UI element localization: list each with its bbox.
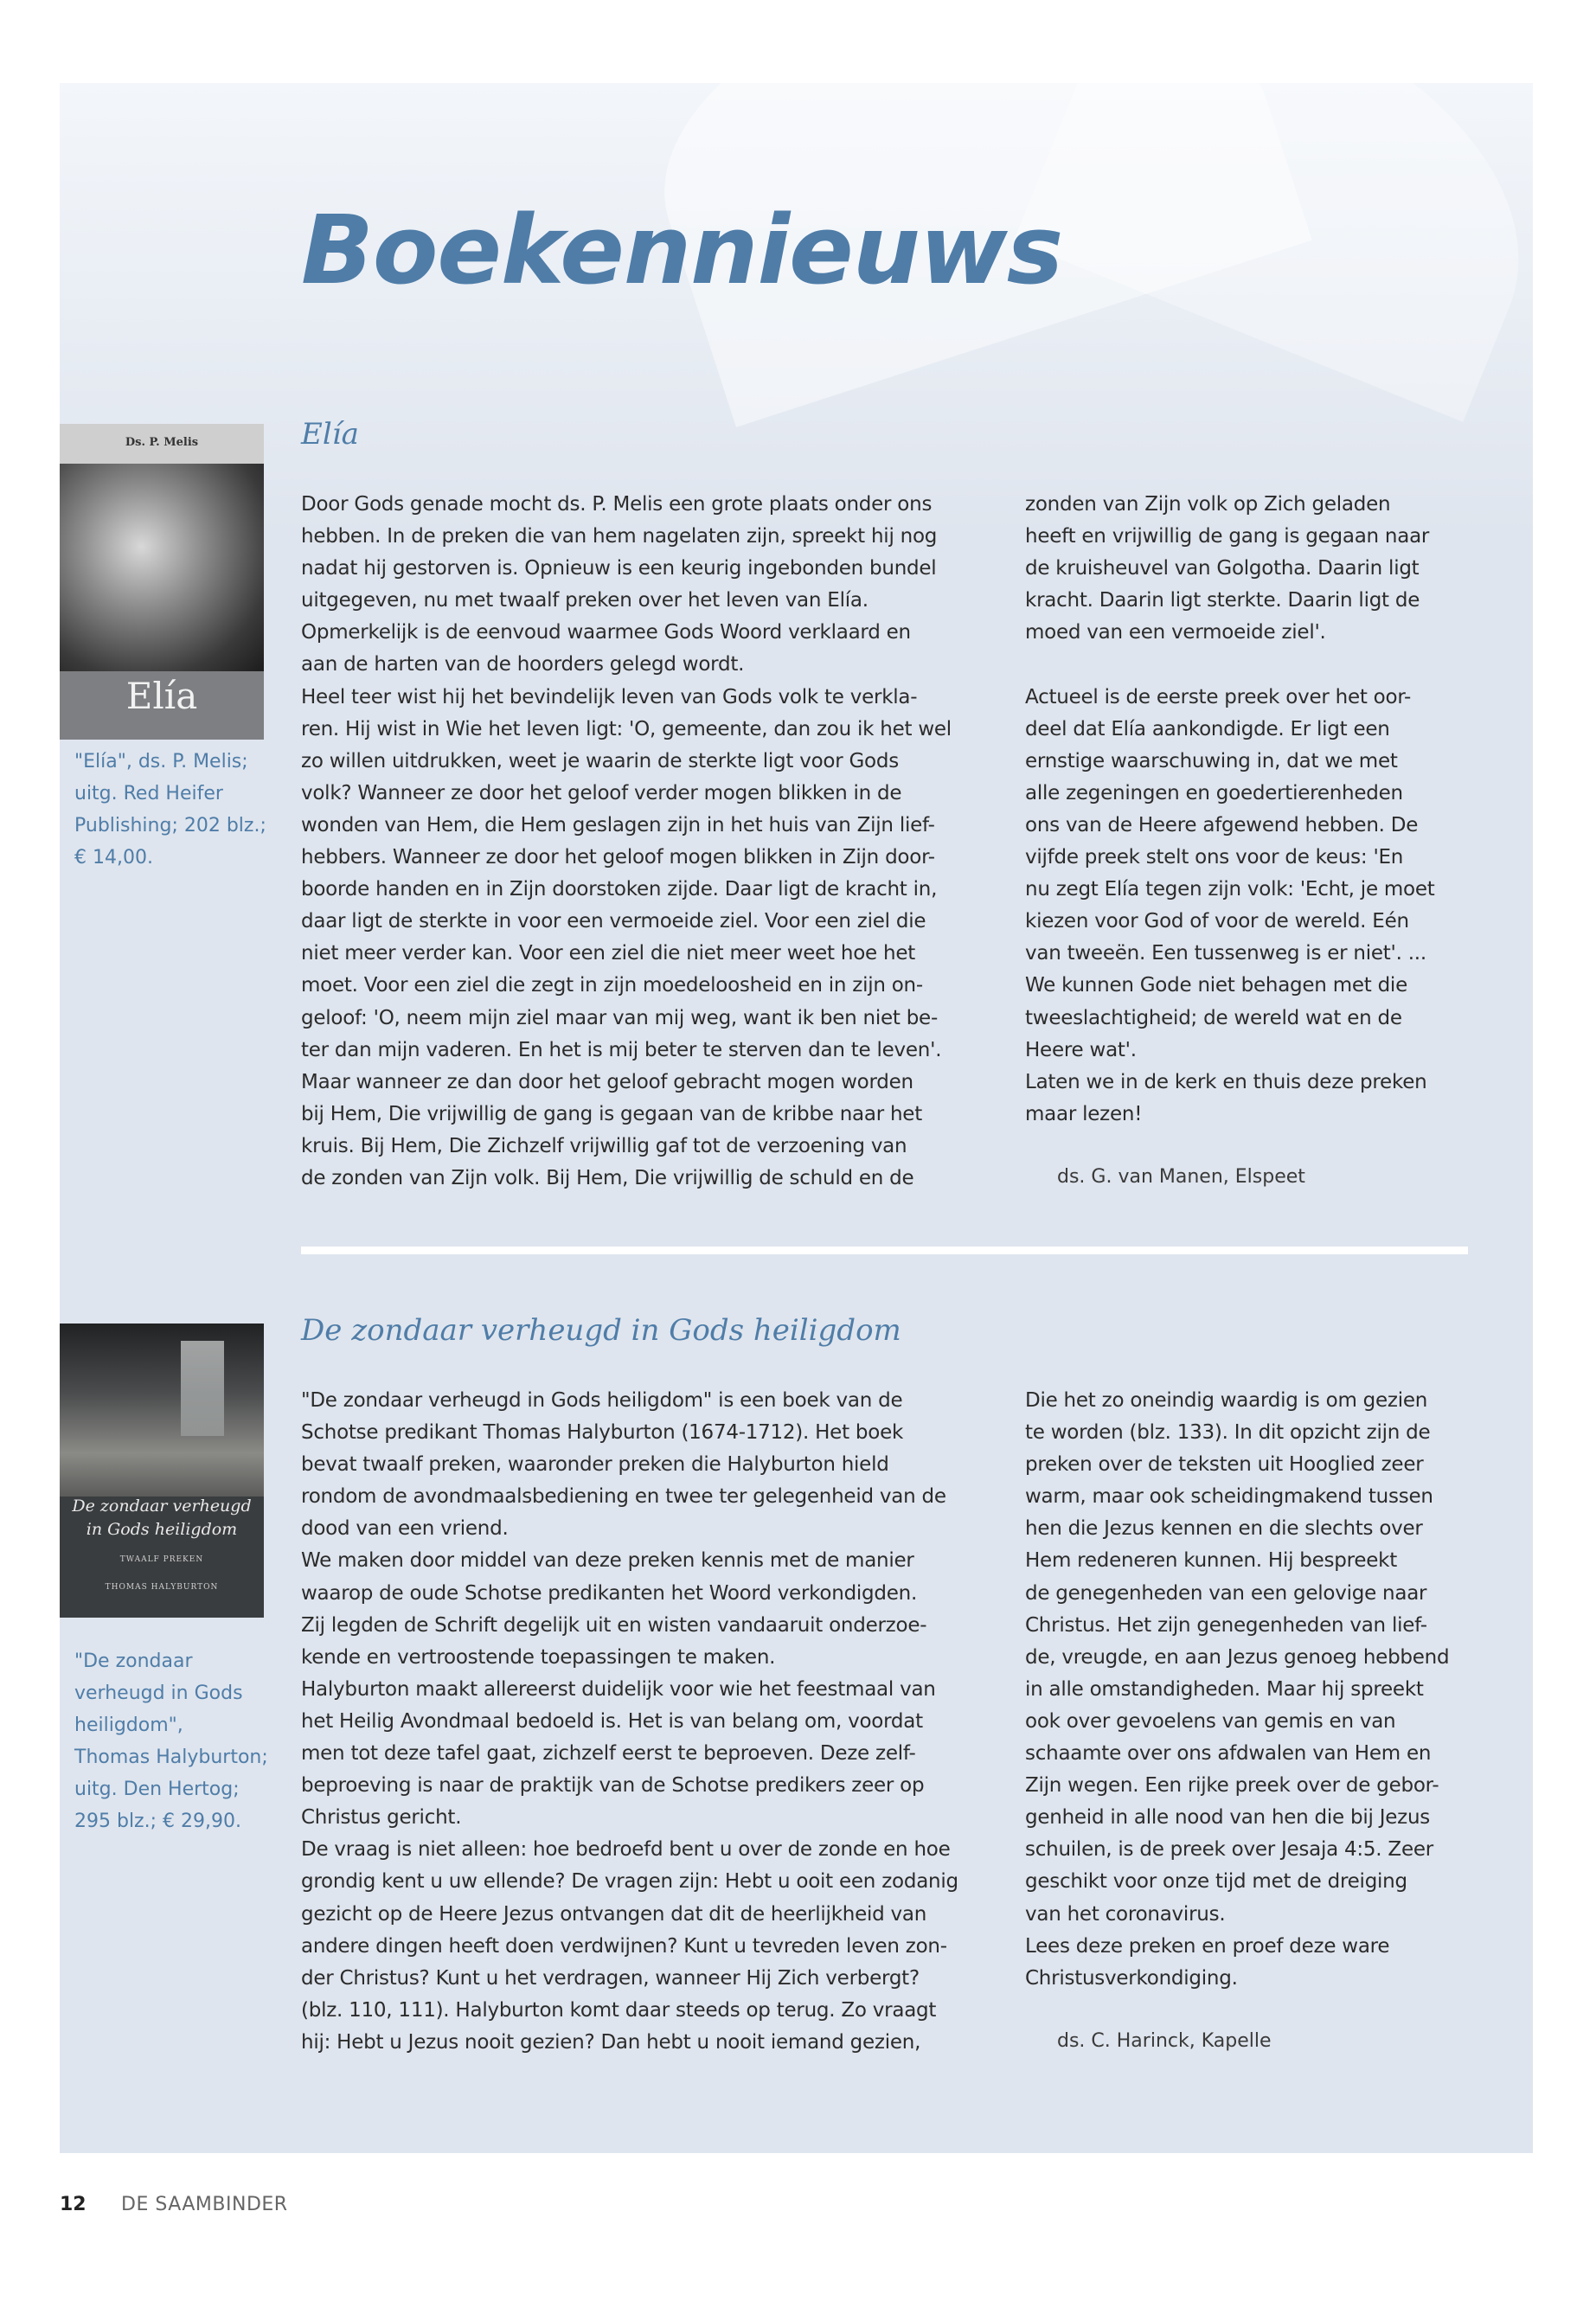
review-signature: ds. G. van Manen, Elspeet bbox=[1057, 1166, 1305, 1188]
book-cover-elia bbox=[60, 424, 264, 740]
review-signature: ds. C. Harinck, Kapelle bbox=[1057, 2030, 1272, 2052]
book-caption: "Elía", ds. P. Melis; uitg. Red Heifer Publishing; 202 blz.; € 14,00. bbox=[74, 751, 266, 868]
cover-title: Elía bbox=[125, 675, 198, 717]
review-body-right: Die het zo oneindig waardig is om gezien te worden (blz. 133). In dit opzicht zijn de preken over de teksten uit Hooglied zeer warm, maar ook scheidingmakend tussen hen die Jezus kennen en die slechts over Hem redeneren kunnen. Hij bespreekt de genegenheden van een gelovige naar Christus. Het zijn genegenheden van lief- de, vreugde, en aan Jezus genoeg hebbend in alle omstandigheden. Maar hij spreekt ook over gevoelens van gemis en van schaamte over ons afdwalen van Hem en Zijn wegen. Een rijke preek over de gebor- genheid in alle nood van hen die bij Jezus schuilen, is de preek over Jesaja 4:5. Zeer geschikt voor onze tijd met de dreiging van het coronavirus. Lees deze preken en proef deze ware Christusverkondiging. bbox=[1025, 1389, 1450, 1990]
cover-illustration bbox=[60, 1324, 264, 1497]
cover-subtitle: TWAALF PREKEN bbox=[119, 1555, 204, 1564]
review-title: Elía bbox=[301, 417, 359, 452]
cover-author: THOMAS HALYBURTON bbox=[105, 1583, 219, 1592]
magazine-name: DE SAAMBINDER bbox=[121, 2194, 288, 2215]
cover-illustration bbox=[60, 464, 264, 671]
review-body-left: "De zondaar verheugd in Gods heiligdom" is een boek van de Schotse predikant Thomas Halyburton (1674-1712). Het boek bevat twaalf preken, waaronder preken die Halyburton hield rondom de avondmaalsbediening en twee ter gelegenheid van de dood van een vriend. We maken door middel van deze preken kennis met de manier waarop de oude Schotse predikanten het Woord verkondigden. Zij legden de Schrift degelijk uit en wisten vandaaruit onderzoe- kende en vertroostende toepassingen te maken. Halyburton maakt allereerst duidelijk voor wie het feestmaal van het Heilig Avondmaal bedoeld is. Het is van belang om, voordat men tot deze tafel gaat, zichzelf eerst te beproeven. Deze zelf- beproeving is naar de praktijk van de Schotse predikers zeer op Christus gericht. De vraag is niet alleen: hoe bedroefd bent u over de zonde en hoe grondig kent u uw ellende? De vragen zijn: Hebt u ooit een zodanig gezicht op de Heere Jezus ontvangen dat dit de heerlijkheid van andere dingen heeft doen verdwijnen? Kunt u tevreden leven zon- der Christus? Kunt u het verdragen, wanneer Hij Zich verbergt? (blz. 110, 111). Halyburton komt daar steeds op terug. Zo vraagt hij: Hebt u Jezus nooit gezien? Dan hebt u nooit iemand gezien, bbox=[301, 1389, 958, 2054]
book-cover-zondaar bbox=[60, 1324, 264, 1618]
review-title: De zondaar verheugd in Gods heiligdom bbox=[301, 1313, 901, 1348]
review-body-left: Door Gods genade mocht ds. P. Melis een grote plaats onder ons hebben. In de preken die van hem nagelaten zijn, spreekt hij nog nadat hij gestorven is. Opnieuw is een keurig ingebonden bundel uitgegeven, nu met twaalf preken over het leven van Elía. Opmerkelijk is de eenvoud waarmee Gods Woord verklaard en aan de harten van de hoorders gelegd wordt. Heel teer wist hij het bevindelijk leven van Gods volk te verkla- ren. Hij wist in Wie het leven ligt: 'O, gemeente, dan zou ik het wel zo willen uitdrukken, weet je waarin de sterkte ligt voor Gods volk? Wanneer ze door het geloof verder mogen blikken in de wonden van Hem, die Hem geslagen zijn in het huis van Zijn lief- hebbers. Wanneer ze door het geloof mogen blikken in Zijn door- boorde handen en in Zijn doorstoken zijde. Daar ligt de kracht in, daar ligt de sterkte in voor een vermoeide ziel. Voor een ziel die niet meer verder kan. Voor een ziel die niet meer weet hoe het moet. Voor een ziel die zegt in zijn moedeloosheid en in zijn on- geloof: 'O, neem mijn ziel maar van mij weg, want ik ben niet be- ter dan mijn vaderen. En het is mij beter te sterven dan te leven'. Maar wanneer ze dan door het geloof gebracht mogen worden bij Hem, Die vrijwillig de gang is gegaan van de kribbe naar het kruis. Bij Hem, Die Zichzelf vrijwillig gaf tot de verzoening van de zonden van Zijn volk. Bij Hem, Die vrijwillig de schuld en de bbox=[301, 493, 952, 1189]
book-caption: "De zondaar verheugd in Gods heiligdom", Thomas Halyburton; uitg. Den Hertog; 295 blz.; € 29,90. bbox=[74, 1650, 268, 1832]
page-number: 12 bbox=[60, 2194, 87, 2215]
review-body-right: zonden van Zijn volk op Zich geladen heeft en vrijwillig de gang is gegaan naar de kruisheuvel van Golgotha. Daarin ligt kracht. Daarin ligt sterkte. Daarin ligt de moed van een vermoeide ziel'. Actueel is de eerste preek over het oor- deel dat Elía aankondigde. Er ligt een ernstige waarschuwing in, dat we met alle zegeningen en goedertierenheden ons van de Heere afgewend hebben. De vijfde preek stelt ons voor de keus: 'En nu zegt Elía tegen zijn volk: 'Echt, je moet kiezen voor God of voor de wereld. Eén van tweeën. Een tussenweg is er niet'. ... We kunnen Gode niet behagen met die tweeslachtigheid; de wereld wat en de Heere wat'. Laten we in de kerk en thuis deze preken maar lezen! bbox=[1025, 493, 1435, 1125]
cover-title: De zondaar verheugd in Gods heiligdom bbox=[72, 1497, 252, 1539]
cover-author: Ds. P. Melis bbox=[125, 436, 199, 449]
cover-window-light bbox=[181, 1341, 224, 1436]
page-title: Boekennieuws bbox=[301, 195, 1063, 305]
section-divider bbox=[301, 1247, 1468, 1254]
